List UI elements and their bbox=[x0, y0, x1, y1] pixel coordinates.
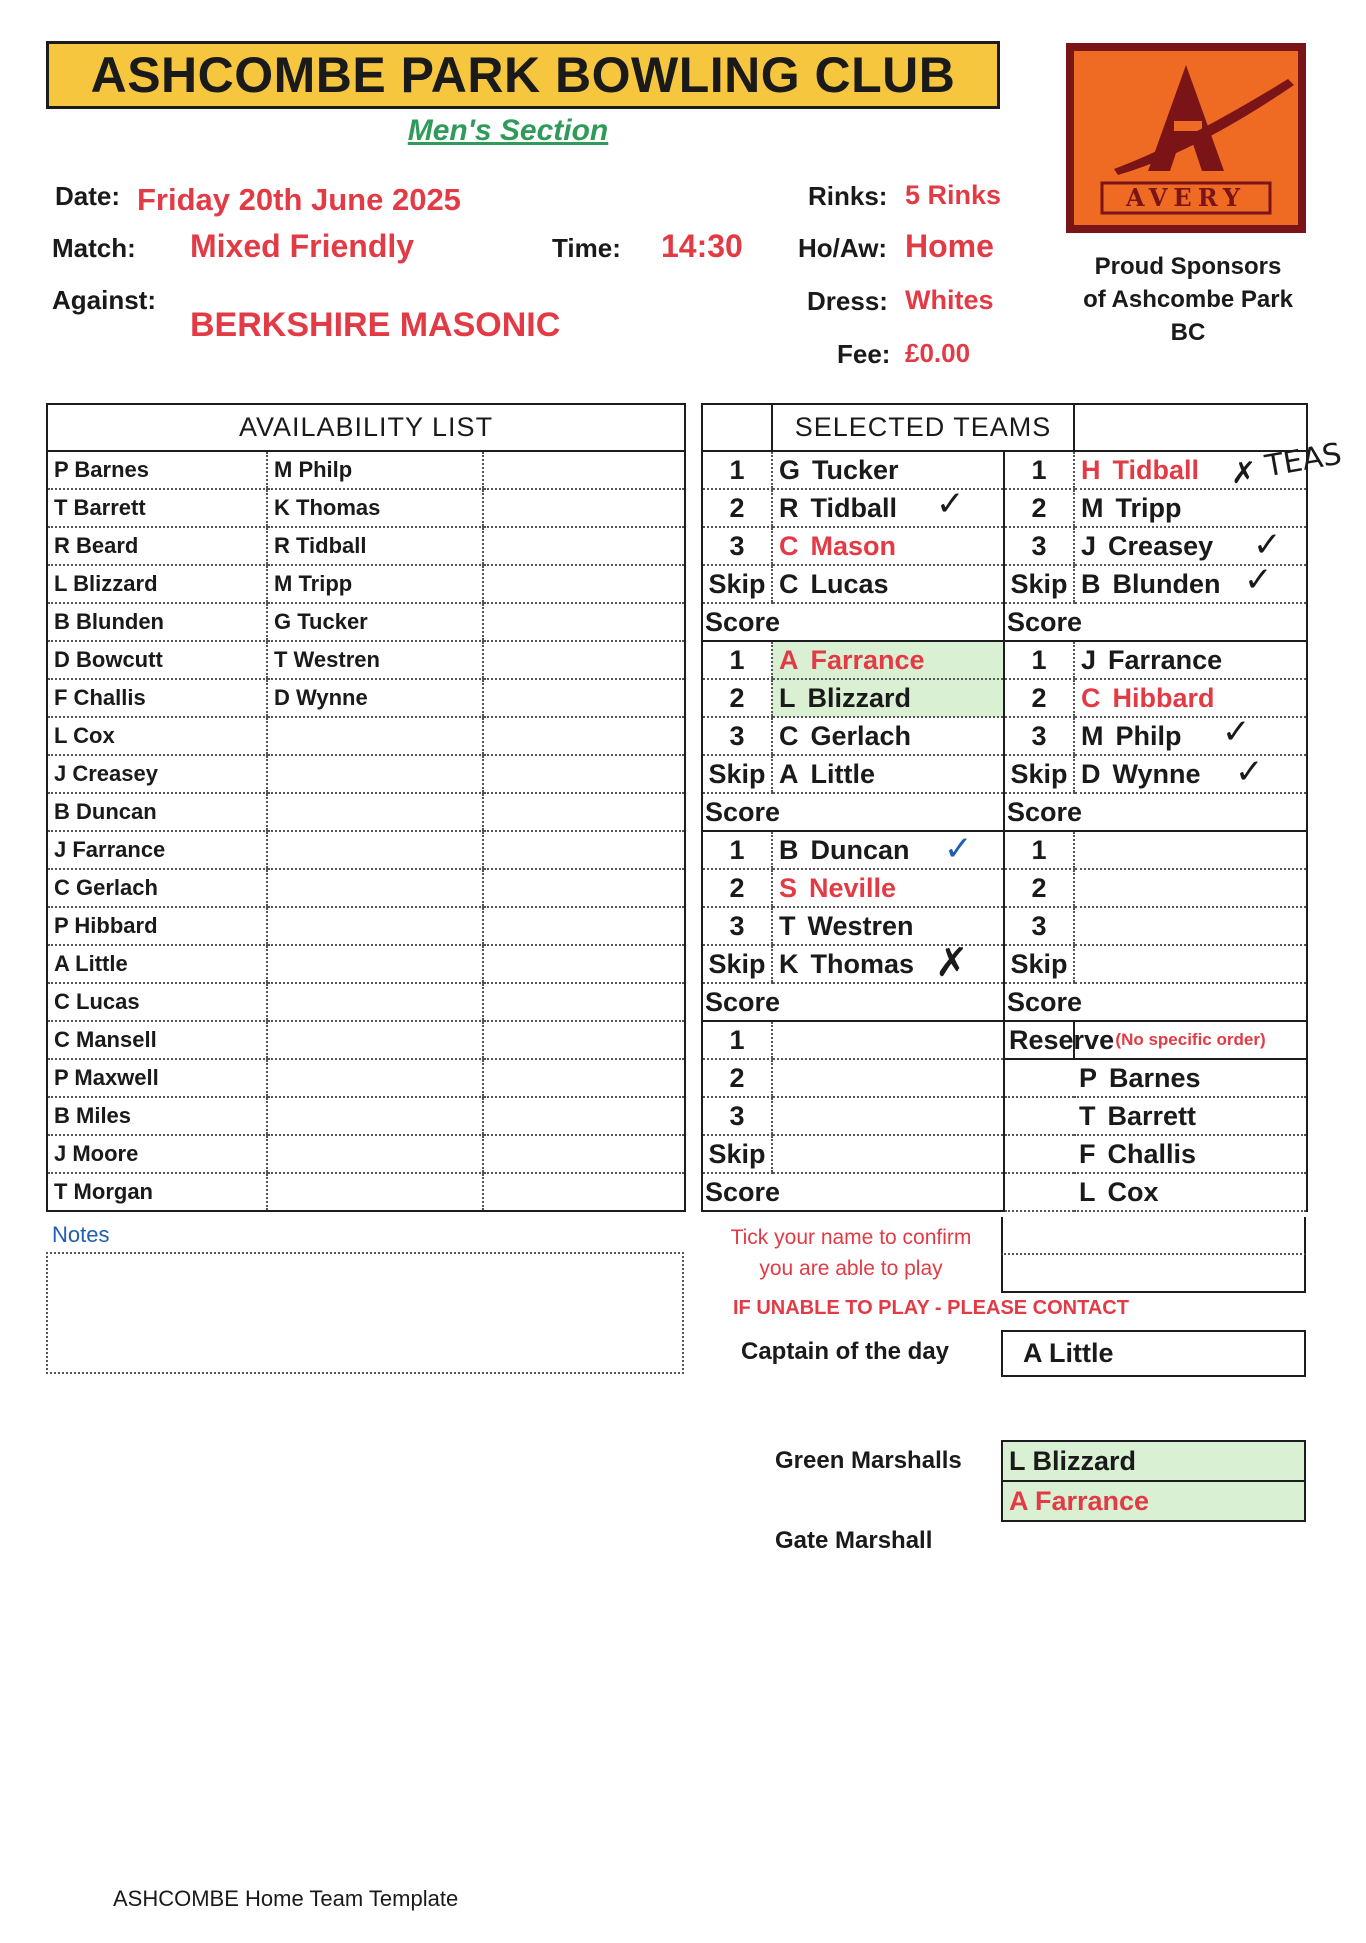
availability-cell bbox=[483, 945, 685, 983]
availability-cell bbox=[267, 907, 483, 945]
availability-cell: C Lucas bbox=[47, 983, 267, 1021]
availability-cell: M Philp bbox=[267, 451, 483, 489]
rink-position: 2 bbox=[1004, 489, 1074, 527]
rink-position: 2 bbox=[702, 679, 772, 717]
availability-cell bbox=[483, 1135, 685, 1173]
fee-label: Fee: bbox=[837, 339, 891, 369]
availability-row bbox=[47, 1135, 685, 1173]
player-initial: C bbox=[1081, 682, 1101, 713]
availability-cell: D Bowcutt bbox=[47, 641, 267, 679]
player-surname: Tucker bbox=[812, 454, 899, 485]
green-marshalls-box bbox=[1001, 1440, 1306, 1522]
team-player-name bbox=[1074, 831, 1307, 869]
rink-position: Score bbox=[702, 603, 772, 641]
rink-position: 2 bbox=[702, 489, 772, 527]
player-surname: Philp bbox=[1115, 720, 1182, 751]
availability-cell bbox=[267, 1097, 483, 1135]
player-initial: P bbox=[1079, 1062, 1098, 1093]
player-surname: Westren bbox=[807, 910, 914, 941]
player-surname: Farrance bbox=[1108, 644, 1223, 675]
player-surname: Challis bbox=[1107, 1138, 1197, 1169]
player-surname: Barnes bbox=[1109, 1062, 1201, 1093]
availability-cell: D Wynne bbox=[267, 679, 483, 717]
rink-position: Score bbox=[1004, 603, 1074, 641]
player-surname: Tidball bbox=[1112, 454, 1200, 485]
availability-cell: C Gerlach bbox=[47, 869, 267, 907]
rink-position: 2 bbox=[702, 869, 772, 907]
availability-cell: L Cox bbox=[47, 717, 267, 755]
availability-cell bbox=[267, 1173, 483, 1211]
availability-cell bbox=[483, 641, 685, 679]
rink-position: 3 bbox=[1004, 717, 1074, 755]
rink-position: Skip bbox=[1004, 565, 1074, 603]
score-cell bbox=[772, 983, 1004, 1021]
player-surname: Hibbard bbox=[1112, 682, 1215, 713]
team-player-name bbox=[772, 755, 1004, 793]
tick-mark-icon: ✓ bbox=[1253, 525, 1282, 565]
availability-row bbox=[47, 1059, 685, 1097]
rink-position: 1 bbox=[1004, 451, 1074, 489]
availability-cell: T Westren bbox=[267, 641, 483, 679]
tick-mark-icon: ✓ bbox=[1244, 560, 1273, 600]
player-initial: A bbox=[779, 644, 799, 675]
availability-cell: B Blunden bbox=[47, 603, 267, 641]
availability-cell bbox=[267, 717, 483, 755]
player-surname: Duncan bbox=[810, 834, 910, 865]
rink-position: 3 bbox=[1004, 907, 1074, 945]
availability-cell bbox=[483, 565, 685, 603]
reserve-note: (No specific order) bbox=[1074, 1021, 1307, 1059]
team-player-name bbox=[772, 489, 1004, 527]
player-initial: T bbox=[1079, 1100, 1096, 1131]
against-label: Against: bbox=[52, 285, 156, 315]
availability-cell bbox=[267, 945, 483, 983]
cross-mark-icon: ✗ bbox=[935, 940, 969, 986]
rink-position: Skip bbox=[1004, 945, 1074, 983]
sponsor-line-1: Proud Sponsors bbox=[1094, 253, 1282, 280]
rink-position: Score bbox=[1004, 793, 1074, 831]
rink-position: 3 bbox=[1004, 527, 1074, 565]
availability-cell bbox=[483, 1059, 685, 1097]
availability-cell: T Morgan bbox=[47, 1173, 267, 1211]
teams-row bbox=[702, 1059, 1307, 1097]
team-player-name bbox=[772, 1135, 1004, 1173]
availability-cell: M Tripp bbox=[267, 565, 483, 603]
availability-cell: B Duncan bbox=[47, 793, 267, 831]
team-player-name bbox=[1074, 945, 1307, 983]
rink-position: Skip bbox=[702, 1135, 772, 1173]
availability-cell bbox=[483, 679, 685, 717]
team-player-name bbox=[772, 869, 1004, 907]
availability-row bbox=[47, 869, 685, 907]
team-player-name bbox=[772, 1059, 1004, 1097]
team-player-name bbox=[772, 451, 1004, 489]
team-player-name bbox=[772, 1021, 1004, 1059]
player-surname: Creasey bbox=[1108, 530, 1214, 561]
availability-header: AVAILABILITY LIST bbox=[47, 404, 685, 451]
rink-position: Score bbox=[702, 1173, 772, 1211]
team-player-name bbox=[1074, 679, 1307, 717]
rink-position: 1 bbox=[702, 1021, 772, 1059]
reserve-label: Reserve bbox=[1004, 1021, 1074, 1059]
player-initial: C bbox=[779, 720, 799, 751]
team-player-name bbox=[772, 641, 1004, 679]
avery-logo bbox=[1066, 43, 1306, 233]
availability-row bbox=[47, 945, 685, 983]
footer-template-name: ASHCOMBE Home Team Template bbox=[113, 1886, 459, 1911]
availability-row bbox=[47, 565, 685, 603]
player-surname: Little bbox=[810, 758, 875, 789]
rink-position: 1 bbox=[1004, 831, 1074, 869]
player-initial: R bbox=[779, 492, 799, 523]
player-initial: D bbox=[1081, 758, 1101, 789]
player-surname: Gerlach bbox=[810, 720, 912, 751]
availability-cell bbox=[483, 1097, 685, 1135]
player-surname: Farrance bbox=[810, 644, 925, 675]
rink-position: 1 bbox=[702, 451, 772, 489]
captain-name: A Little bbox=[1001, 1330, 1306, 1377]
availability-cell: G Tucker bbox=[267, 603, 483, 641]
tick-mark-icon: ✓ bbox=[1222, 712, 1251, 752]
team-player-name bbox=[1074, 755, 1307, 793]
tick-mark-icon: ✓ bbox=[1235, 752, 1264, 792]
teams-row bbox=[702, 451, 1307, 489]
availability-cell bbox=[267, 869, 483, 907]
availability-cell: J Farrance bbox=[47, 831, 267, 869]
green-marshalls-label: Green Marshalls bbox=[775, 1447, 962, 1474]
player-initial: M bbox=[1081, 492, 1104, 523]
player-initial: C bbox=[779, 568, 799, 599]
availability-cell bbox=[483, 527, 685, 565]
availability-cell bbox=[483, 755, 685, 793]
hoaw-value: Home bbox=[905, 228, 994, 264]
player-initial: T bbox=[779, 910, 796, 941]
team-player-name bbox=[1074, 641, 1307, 679]
availability-cell: A Little bbox=[47, 945, 267, 983]
green-marshall-name: L Blizzard bbox=[1009, 1446, 1137, 1476]
reserve-player-name bbox=[1004, 1173, 1307, 1211]
player-initial: A bbox=[779, 758, 799, 789]
unable-to-play-notice: IF UNABLE TO PLAY - PLEASE CONTACT bbox=[733, 1297, 1129, 1319]
hoaw-label: Ho/Aw: bbox=[798, 233, 888, 263]
score-cell bbox=[772, 603, 1004, 641]
availability-row bbox=[47, 1097, 685, 1135]
teams-row bbox=[702, 679, 1307, 717]
availability-cell: J Creasey bbox=[47, 755, 267, 793]
availability-row bbox=[47, 1021, 685, 1059]
availability-row bbox=[47, 717, 685, 755]
score-cell bbox=[1074, 603, 1307, 641]
time-label: Time: bbox=[552, 233, 621, 263]
fee-value: £0.00 bbox=[905, 338, 971, 368]
availability-row bbox=[47, 907, 685, 945]
availability-cell: P Barnes bbox=[47, 451, 267, 489]
player-surname: Thomas bbox=[810, 948, 915, 979]
rink-position: Score bbox=[1004, 983, 1074, 1021]
teams-row bbox=[702, 603, 1307, 641]
team-player-name bbox=[772, 565, 1004, 603]
availability-cell bbox=[483, 907, 685, 945]
player-initial: F bbox=[1079, 1138, 1096, 1169]
availability-cell: T Barrett bbox=[47, 489, 267, 527]
availability-row bbox=[47, 641, 685, 679]
match-time: 14:30 bbox=[661, 228, 743, 264]
reserve-empty-row bbox=[1001, 1255, 1306, 1293]
tick-mark-icon: ✓ bbox=[944, 829, 973, 869]
rink-position: Score bbox=[702, 983, 772, 1021]
availability-cell bbox=[267, 831, 483, 869]
player-initial: K bbox=[779, 948, 799, 979]
rink-position: 3 bbox=[702, 1097, 772, 1135]
availability-cell bbox=[267, 1059, 483, 1097]
player-initial: L bbox=[779, 682, 796, 713]
availability-row bbox=[47, 755, 685, 793]
rink-position: 1 bbox=[1004, 641, 1074, 679]
availability-cell bbox=[267, 793, 483, 831]
teas-handwritten-note: TEAS bbox=[1262, 436, 1345, 485]
selected-teams-table bbox=[701, 403, 1308, 1212]
player-initial: J bbox=[1081, 530, 1097, 561]
teams-row bbox=[702, 1173, 1307, 1211]
player-initial: B bbox=[1081, 568, 1101, 599]
reserve-player-name bbox=[1004, 1097, 1307, 1135]
team-player-name bbox=[1074, 907, 1307, 945]
availability-cell: R Beard bbox=[47, 527, 267, 565]
rinks-value: 5 Rinks bbox=[905, 180, 1002, 210]
availability-cell bbox=[483, 869, 685, 907]
player-surname: Neville bbox=[809, 872, 897, 903]
teams-row bbox=[702, 641, 1307, 679]
player-initial: H bbox=[1081, 454, 1101, 485]
player-surname: Tripp bbox=[1115, 492, 1182, 523]
availability-cell bbox=[483, 489, 685, 527]
availability-cell: F Challis bbox=[47, 679, 267, 717]
sponsor-line-3: BC bbox=[1170, 319, 1206, 346]
availability-cell bbox=[267, 1135, 483, 1173]
match-date: Friday 20th June 2025 bbox=[137, 182, 461, 217]
teams-row bbox=[702, 527, 1307, 565]
captain-label: Captain of the day bbox=[741, 1338, 950, 1365]
reserve-player-name bbox=[1004, 1135, 1307, 1173]
availability-cell bbox=[267, 1021, 483, 1059]
reserve-player-name bbox=[1004, 1059, 1307, 1097]
rink-position: 3 bbox=[702, 527, 772, 565]
rink-position: 2 bbox=[702, 1059, 772, 1097]
availability-cell bbox=[483, 831, 685, 869]
availability-cell bbox=[483, 983, 685, 1021]
teams-header-row bbox=[702, 404, 1307, 451]
team-player-name bbox=[772, 1097, 1004, 1135]
teams-row bbox=[702, 907, 1307, 945]
tick-instructions bbox=[701, 1222, 1001, 1284]
availability-cell bbox=[483, 717, 685, 755]
team-player-name bbox=[772, 717, 1004, 755]
score-cell bbox=[772, 1173, 1004, 1211]
availability-cell bbox=[267, 983, 483, 1021]
notes-label: Notes bbox=[52, 1222, 110, 1247]
team-player-name bbox=[1074, 869, 1307, 907]
green-marshall-name: A Farrance bbox=[1003, 1480, 1304, 1520]
teams-row bbox=[702, 983, 1307, 1021]
availability-cell: P Maxwell bbox=[47, 1059, 267, 1097]
teams-row bbox=[702, 565, 1307, 603]
rink-position: 1 bbox=[702, 641, 772, 679]
avery-logo-text: AVERY bbox=[1125, 183, 1247, 212]
tick-instructions-line-2: you are able to play bbox=[759, 1257, 943, 1280]
gate-marshall-label: Gate Marshall bbox=[775, 1527, 933, 1554]
team-player-name bbox=[772, 527, 1004, 565]
availability-cell bbox=[483, 451, 685, 489]
availability-cell: K Thomas bbox=[267, 489, 483, 527]
player-surname: Mason bbox=[810, 530, 897, 561]
availability-cell: B Miles bbox=[47, 1097, 267, 1135]
rink-position: 1 bbox=[702, 831, 772, 869]
rink-position: 3 bbox=[702, 907, 772, 945]
teams-header-spacer bbox=[702, 404, 772, 451]
teams-row bbox=[702, 489, 1307, 527]
team-player-name bbox=[1074, 489, 1307, 527]
teams-row bbox=[702, 1097, 1307, 1135]
match-type: Mixed Friendly bbox=[190, 228, 415, 264]
club-title: ASHCOMBE PARK BOWLING CLUB bbox=[46, 41, 1000, 109]
teams-row bbox=[702, 755, 1307, 793]
rinks-label: Rinks: bbox=[808, 181, 888, 211]
player-surname: Barrett bbox=[1107, 1100, 1197, 1131]
availability-row bbox=[47, 1173, 685, 1211]
player-initial: M bbox=[1081, 720, 1104, 751]
team-player-name bbox=[772, 907, 1004, 945]
teams-header-spacer bbox=[1074, 404, 1307, 451]
reserve-empty-row bbox=[1001, 1217, 1306, 1255]
score-cell bbox=[1074, 983, 1307, 1021]
team-player-name bbox=[1074, 717, 1307, 755]
player-initial: L bbox=[1079, 1176, 1096, 1207]
player-surname: Tidball bbox=[810, 492, 898, 523]
availability-cell bbox=[483, 1021, 685, 1059]
player-surname: Lucas bbox=[810, 568, 889, 599]
teams-row bbox=[702, 1135, 1307, 1173]
availability-row bbox=[47, 603, 685, 641]
player-initial: B bbox=[779, 834, 799, 865]
teams-row bbox=[702, 831, 1307, 869]
tick-instructions-line-1: Tick your name to confirm bbox=[730, 1226, 972, 1249]
team-player-name bbox=[772, 945, 1004, 983]
availability-cell: R Tidball bbox=[267, 527, 483, 565]
player-surname: Blizzard bbox=[807, 682, 912, 713]
date-label: Date: bbox=[55, 181, 121, 211]
availability-cell bbox=[267, 755, 483, 793]
section-subtitle: Men's Section bbox=[407, 114, 609, 147]
availability-row bbox=[47, 527, 685, 565]
teams-header: SELECTED TEAMS bbox=[772, 404, 1074, 451]
rink-position: Skip bbox=[702, 945, 772, 983]
availability-cell: P Hibbard bbox=[47, 907, 267, 945]
availability-cell: L Blizzard bbox=[47, 565, 267, 603]
sponsor-text bbox=[1050, 250, 1326, 349]
availability-row bbox=[47, 831, 685, 869]
availability-row bbox=[47, 983, 685, 1021]
player-surname: Wynne bbox=[1112, 758, 1201, 789]
cross-mark-icon: ✗ bbox=[1231, 456, 1257, 491]
score-cell bbox=[772, 793, 1004, 831]
score-cell bbox=[1074, 793, 1307, 831]
teams-row bbox=[702, 945, 1307, 983]
player-initial: S bbox=[779, 872, 798, 903]
rink-position: Score bbox=[702, 793, 772, 831]
availability-cell bbox=[483, 1173, 685, 1211]
player-initial: C bbox=[779, 530, 799, 561]
player-surname: Blunden bbox=[1112, 568, 1221, 599]
player-initial: J bbox=[1081, 644, 1097, 675]
match-label: Match: bbox=[52, 233, 136, 263]
availability-cell: C Mansell bbox=[47, 1021, 267, 1059]
player-initial: G bbox=[779, 454, 801, 485]
rink-position: Skip bbox=[702, 565, 772, 603]
teams-row bbox=[702, 1021, 1307, 1059]
availability-cell: J Moore bbox=[47, 1135, 267, 1173]
dress-value: Whites bbox=[905, 285, 994, 315]
notes-box[interactable] bbox=[46, 1252, 684, 1374]
rink-position: Skip bbox=[702, 755, 772, 793]
rink-position: Skip bbox=[1004, 755, 1074, 793]
teams-row bbox=[702, 717, 1307, 755]
availability-row bbox=[47, 451, 685, 489]
sponsor-line-2: of Ashcombe Park bbox=[1083, 286, 1293, 313]
availability-row bbox=[47, 679, 685, 717]
rink-position: 2 bbox=[1004, 869, 1074, 907]
opponent: BERKSHIRE MASONIC bbox=[190, 306, 561, 344]
teams-row bbox=[702, 869, 1307, 907]
availability-table bbox=[46, 403, 686, 1212]
rink-position: 2 bbox=[1004, 679, 1074, 717]
player-surname: Cox bbox=[1107, 1176, 1159, 1207]
teams-row bbox=[702, 793, 1307, 831]
availability-cell bbox=[483, 793, 685, 831]
availability-row bbox=[47, 489, 685, 527]
rink-position: 3 bbox=[702, 717, 772, 755]
team-player-name bbox=[772, 679, 1004, 717]
availability-row bbox=[47, 793, 685, 831]
tick-mark-icon: ✓ bbox=[936, 484, 965, 524]
dress-label: Dress: bbox=[807, 286, 888, 316]
availability-cell bbox=[483, 603, 685, 641]
